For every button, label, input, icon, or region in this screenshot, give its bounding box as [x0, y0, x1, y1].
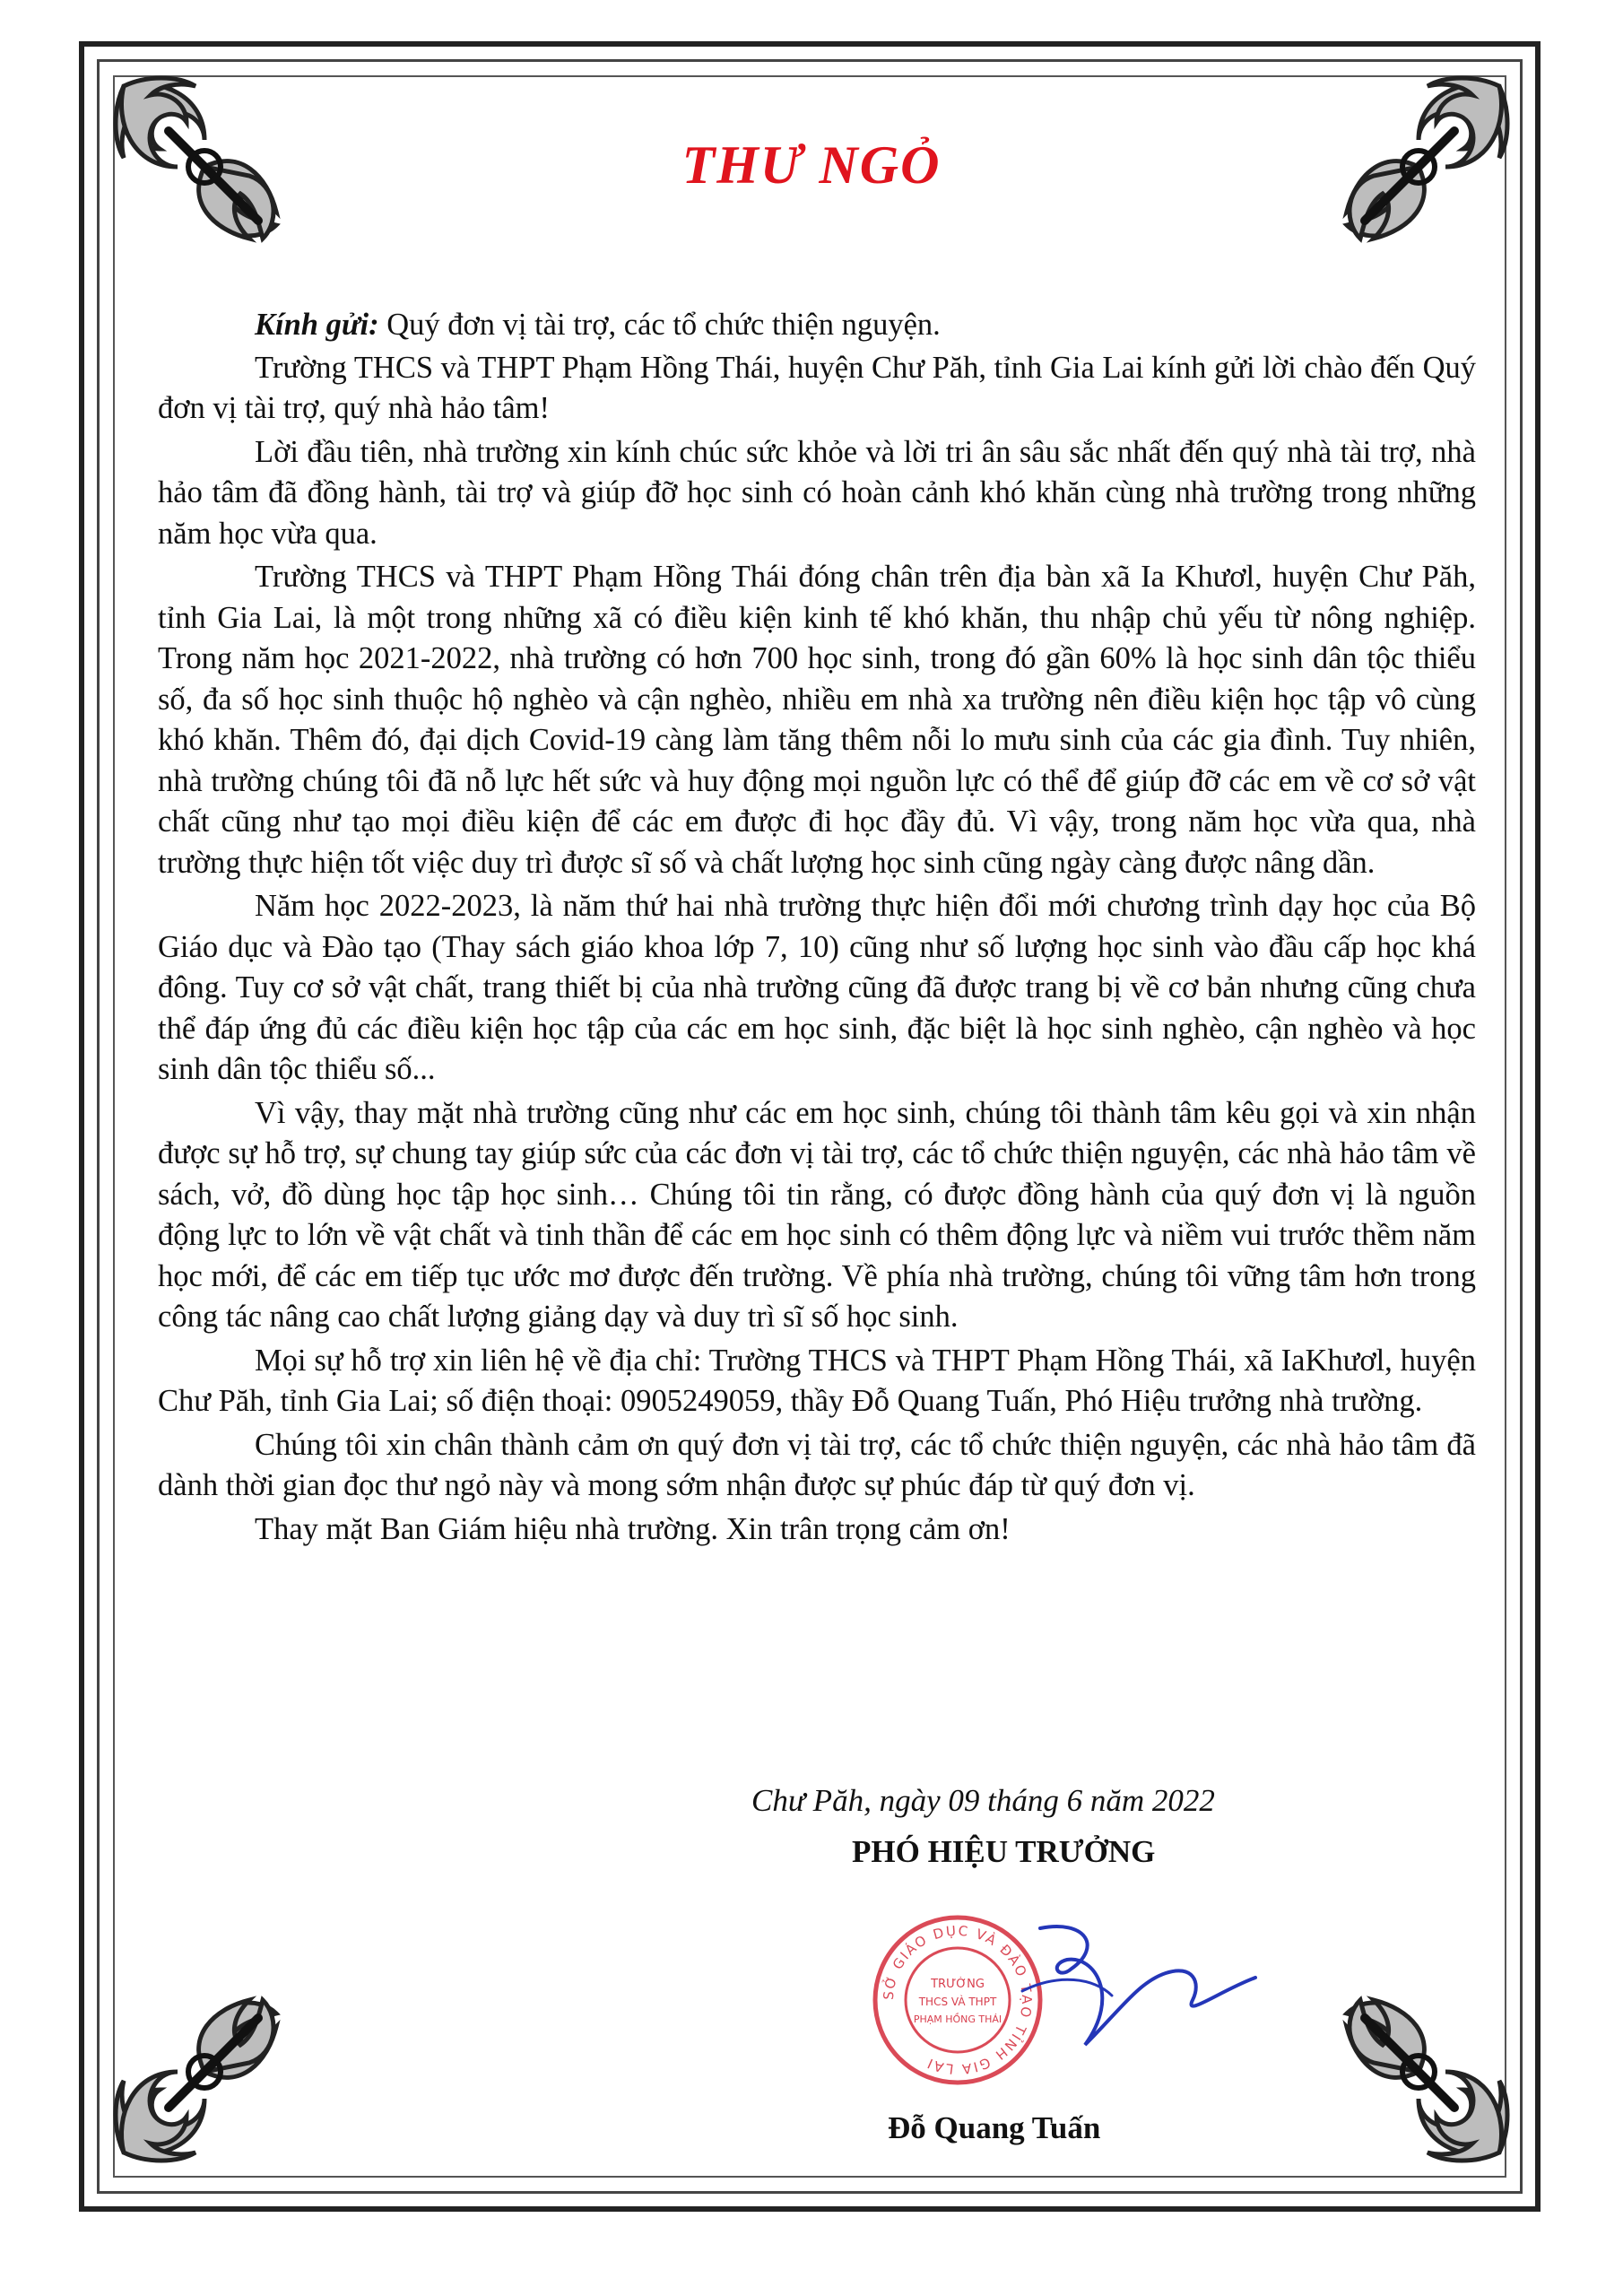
closing-line: Thay mặt Ban Giám hiệu nhà trường. Xin trân trọng cảm ơn!: [255, 1511, 1011, 1546]
date-line: Chư Păh, ngày 09 tháng 6 năm 2022: [751, 1783, 1215, 1818]
stamp-center-line: TRƯỜNG: [931, 1978, 985, 1991]
signer-name: Đỗ Quang Tuấn: [888, 2110, 1101, 2145]
greeting-lead: Kính gửi:: [255, 308, 379, 342]
paragraph: Năm học 2022-2023, là năm thứ hai nhà trường thực hiện đổi mới chương trình dạy học của Bộ Giáo dục và Đào tạo (Thay sách giáo khoa lớp 7, 10) cũng như số lượng học sinh vào đầu cấp học khá đông. Tuy cơ sở vật chất, trang thiết bị của nhà trường cũng đã được trang bị về cơ bản nhưng cũng chưa thể đáp ứng đủ các điều kiện học tập của các em học sinh, đặc biệt là học sinh nghèo, cận nghèo và học sinh dân tộc thiểu số...: [158, 889, 1476, 1086]
paragraph: Trường THCS và THPT Phạm Hồng Thái đóng chân trên địa bàn xã Ia Khươl, huyện Chư Păh, tỉnh Gia Lai, là một trong những xã có điều kiện kinh tế khó khăn, thu nhập chủ yếu từ nông nghiệp. Trong năm học 2021-2022, nhà trường có hơn 700 học sinh, trong đó gần 60% là học sinh dân tộc thiểu số, đa số học sinh thuộc hộ nghèo và cận nghèo, nhiều em nhà xa trường nên điều kiện học tập vô cùng khó khăn. Thêm đó, đại dịch Covid-19 càng làm tăng thêm nỗi lo mưu sinh của các gia đình. Tuy nhiên, nhà trường chúng tôi đã nỗ lực hết sức và huy động mọi nguồn lực có thể để giúp đỡ các em về cơ sở vật chất cũng như tạo mọi điều kiện để các em được đi học đầy đủ. Vì vậy, trong năm học vừa qua, nhà trường thực hiện tốt việc duy trì được sĩ số và chất lượng học sinh cũng ngày càng được nâng dần.: [158, 560, 1476, 880]
paragraph: Vì vậy, thay mặt nhà trường cũng như các em học sinh, chúng tôi thành tâm kêu gọi và xin nhận được sự hỗ trợ, sự chung tay giúp sức của các đơn vị tài trợ, các tổ chức thiện nguyện, các nhà hảo tâm về sách, vở, đồ dùng học tập học sinh… Chúng tôi tin rằng, có được đồng hành của quý đơn vị là nguồn động lực to lớn về vật chất và tinh thần để các em học sinh có thêm động lực và niềm vui trước thềm năm học mới, để các em tiếp tục ước mơ được đến trường. Về phía nhà trường, chúng tôi vững tâm hơn trong công tác nâng cao chất lượng giảng dạy và duy trì sĩ số học sinh.: [158, 1095, 1476, 1334]
signer-role: PHÓ HIỆU TRƯỞNG: [852, 1834, 1156, 1869]
greeting-line: [158, 305, 1476, 346]
corner-ornament-icon: [106, 1973, 303, 2170]
stamp-center-line: THCS VÀ THPT: [918, 1996, 997, 2008]
letter-title: THƯ NGỎ: [681, 135, 942, 195]
paragraph: Lời đầu tiên, nhà trường xin kính chúc sức khỏe và lời tri ân sâu sắc nhất đến quý nhà tài trợ, nhà hảo tâm đã đồng hành, tài trợ và giúp đỡ học sinh có hoàn cảnh khó khăn cùng nhà trường trong những năm học vừa qua.: [158, 434, 1476, 551]
paragraph: Trường THCS và THPT Phạm Hồng Thái, huyện Chư Păh, tỉnh Gia Lai kính gửi lời chào đến Quý đơn vị tài trợ, quý nhà hảo tâm!: [158, 350, 1476, 425]
corner-ornament-icon: [1320, 1973, 1517, 2170]
paragraph: Chúng tôi xin chân thành cảm ơn quý đơn vị tài trợ, các tổ chức thiện nguyện, các nhà hảo tâm đã dành thời gian đọc thư ngỏ này và mong sớm nhận được sự phúc đáp từ quý đơn vị.: [158, 1427, 1476, 1502]
letter-body: [158, 305, 1476, 1552]
handwritten-signature-icon: [986, 1910, 1273, 2063]
stamp-ring-text: SỞ GIÁO DỤC VÀ ĐÀO TẠO TỈNH GIA LAI: [880, 1922, 1036, 2078]
paragraph: Mọi sự hỗ trợ xin liên hệ về địa chỉ: Trường THCS và THPT Phạm Hồng Thái, xã IaKhươl, huyện Chư Păh, tỉnh Gia Lai; số điện thoại: 0905249059, thầy Đỗ Quang Tuấn, Phó Hiệu trưởng nhà trường.: [158, 1343, 1476, 1418]
greeting-recipients: Quý đơn vị tài trợ, các tổ chức thiện nguyện.: [378, 308, 941, 342]
stamp-center-line: PHẠM HỒNG THÁI: [913, 2013, 1002, 2025]
